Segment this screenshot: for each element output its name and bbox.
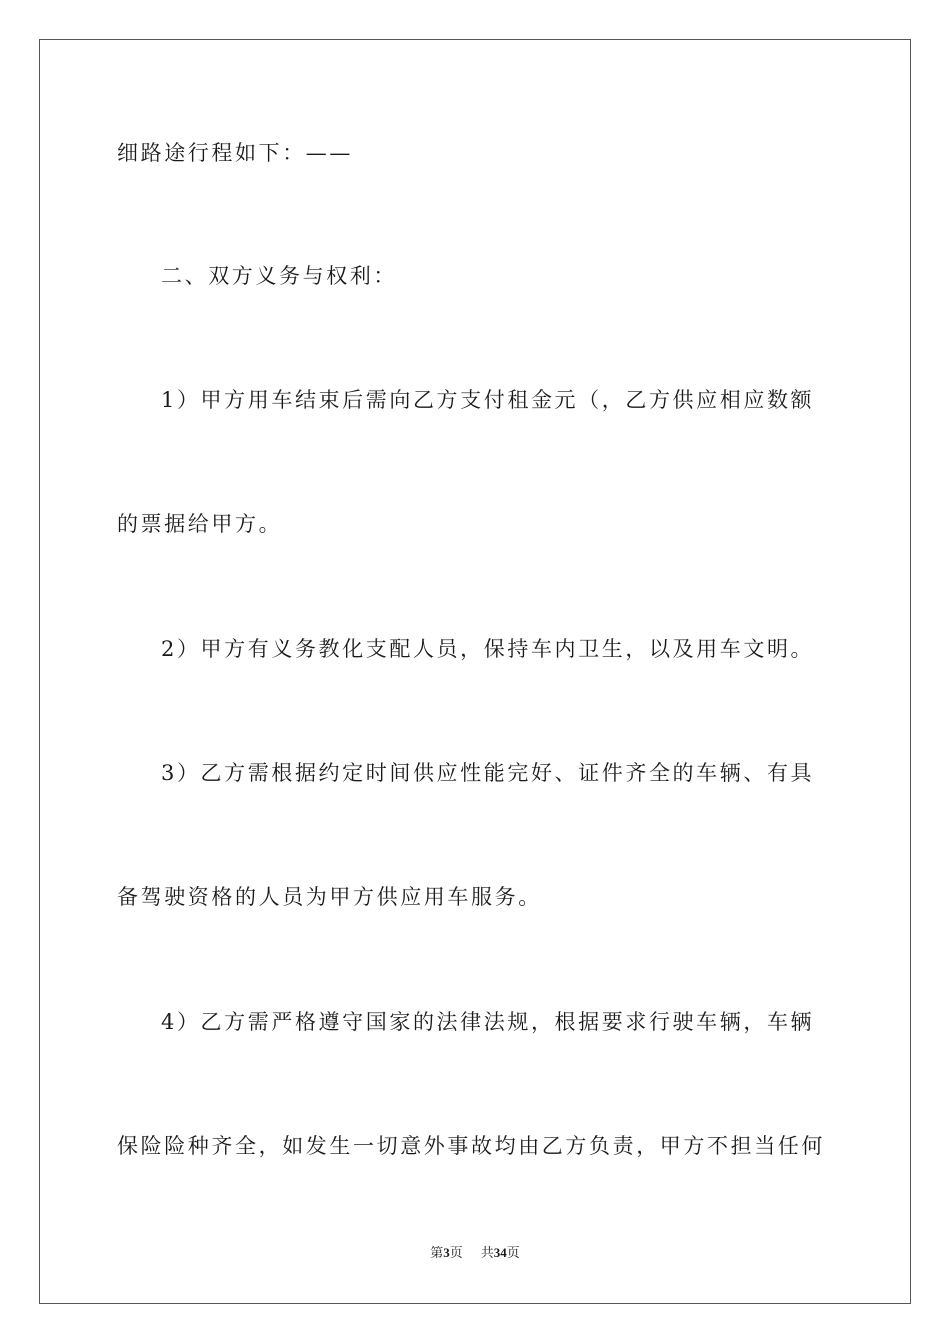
text-line-item-3-cont: 备驾驶资格的人员为甲方供应用车服务。 (117, 885, 542, 909)
text-line-item-4-cont: 保险险种齐全，如发生一切意外事故均由乙方负责，甲方不担当任何 (117, 1134, 825, 1158)
text-line-item-4: 4）乙方需严格遵守国家的法律法规，根据要求行驶车辆，车辆 (161, 1010, 815, 1034)
section-heading: 二、双方义务与权利： (161, 264, 397, 288)
footer-page-suffix: 页 (449, 1245, 463, 1260)
text-line-item-1: 1）甲方用车结束后需向乙方支付租金元（，乙方供应相应数额 (161, 388, 815, 412)
text-line-item-2: 2）甲方有义务教化支配人员，保持车内卫生，以及用车文明。 (161, 637, 815, 661)
page-border (39, 39, 911, 1304)
footer-total-suffix: 页 (506, 1245, 520, 1260)
footer-total-prefix: 共 (480, 1245, 494, 1260)
text-line-1: 细路途行程如下：—— (117, 141, 353, 165)
footer-page-number: 3 (443, 1245, 450, 1260)
footer-total-pages: 34 (493, 1245, 507, 1260)
text-line-item-3: 3）乙方需根据约定时间供应性能完好、证件齐全的车辆、有具 (161, 761, 815, 785)
text-line-item-1-cont: 的票据给甲方。 (117, 512, 283, 536)
footer-page-prefix: 第 (430, 1245, 444, 1260)
page-footer (0, 1244, 950, 1262)
